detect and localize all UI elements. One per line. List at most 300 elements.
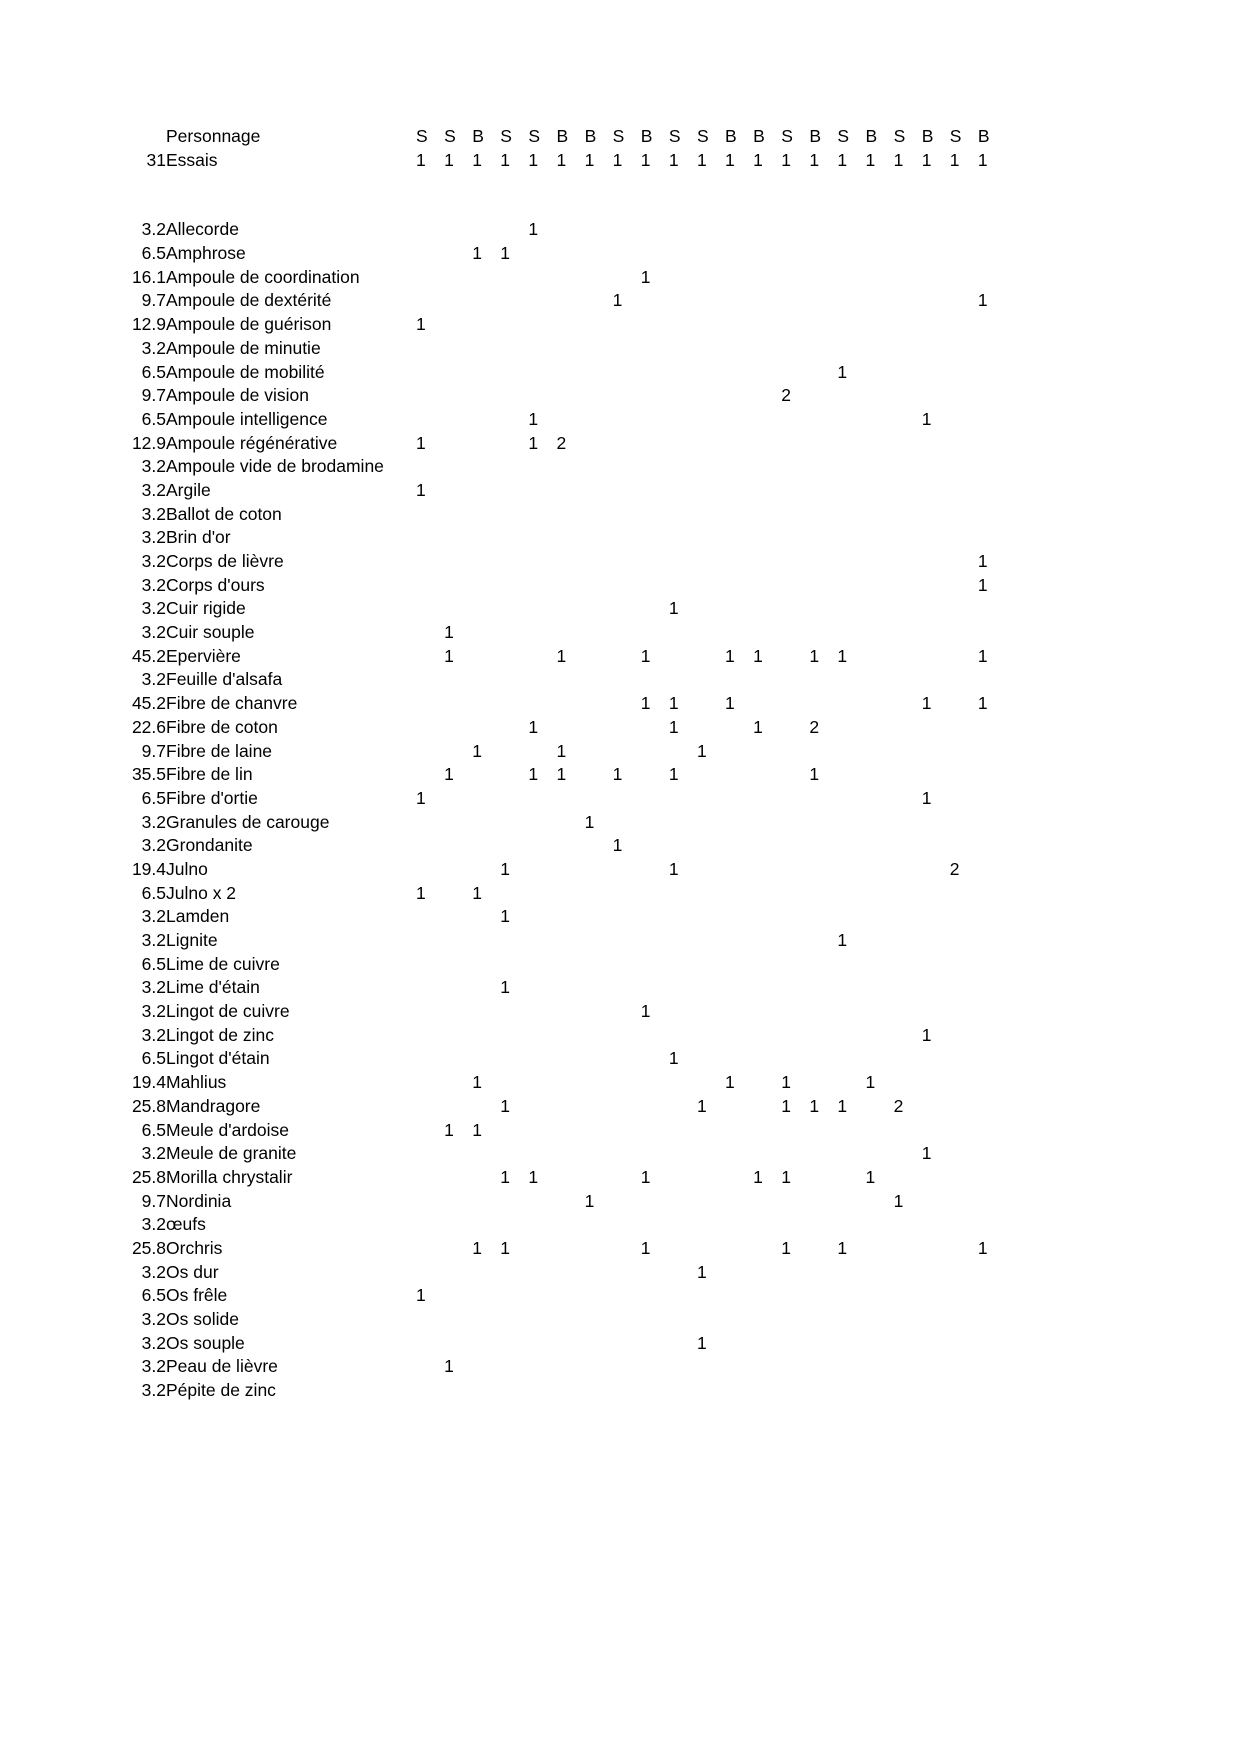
row-qty: 3.2: [141, 622, 166, 643]
row-value-cell: 1: [865, 1072, 876, 1093]
row-value-cell: [781, 529, 809, 553]
row-value-cell: [556, 837, 584, 861]
row-value-cell: [866, 435, 894, 459]
row-value-cell: [866, 316, 894, 340]
row-value-cell: [613, 1050, 641, 1074]
table-row: [104, 435, 1006, 459]
row-value-cell: [978, 932, 1006, 956]
row-value-cell: [781, 885, 809, 909]
row-value-cell: [472, 837, 500, 861]
row-value-cell: [697, 316, 725, 340]
row-value-cell: [500, 1193, 528, 1217]
row-value-cell: [950, 814, 978, 838]
row-value-cell: [781, 482, 809, 506]
row-value-cell: [472, 1358, 500, 1382]
row-value-cell: [950, 695, 978, 719]
row-value-cell: [894, 885, 922, 909]
row-value-cell: 1: [500, 977, 511, 998]
row-value-cell: [950, 671, 978, 695]
row-value-cell: [669, 956, 697, 980]
row-value-cell: 1: [500, 243, 511, 264]
row-value-cell: [894, 1240, 922, 1264]
row-value-cell: [556, 790, 584, 814]
row-value-cell: [472, 529, 500, 553]
row-value-cell: [556, 956, 584, 980]
row-value-cell: [697, 1122, 725, 1146]
row-value-cell: [950, 553, 978, 577]
row-value-cell: [556, 600, 584, 624]
row-value-cell: [837, 1074, 865, 1098]
row-value-cell: [556, 719, 584, 743]
totals-cell-11: 1: [696, 149, 707, 170]
spacer-cell: [866, 175, 894, 221]
row-value-cell: [978, 364, 1006, 388]
row-value-cell: [416, 1240, 444, 1264]
row-item-name: Feuille d'alsafa: [166, 669, 283, 690]
row-item-name: Mandragore: [166, 1095, 261, 1116]
column-header-14: S: [781, 126, 793, 146]
row-value-cell: 1: [640, 693, 651, 714]
row-value-cell: [669, 1122, 697, 1146]
row-value-cell: [809, 1287, 837, 1311]
row-value-cell: [725, 1335, 753, 1359]
row-value-cell: [753, 245, 781, 269]
row-value-cell: [416, 411, 444, 435]
row-value-cell: [978, 1098, 1006, 1122]
row-qty: 3.2: [141, 669, 166, 690]
row-value-cell: [894, 648, 922, 672]
totals-cell-5: 1: [528, 149, 539, 170]
row-value-cell: [725, 221, 753, 245]
totals-cell-4: 1: [500, 149, 511, 170]
row-value-cell: [669, 1193, 697, 1217]
row-value-cell: [978, 1335, 1006, 1359]
row-value-cell: [556, 221, 584, 245]
row-value-cell: 1: [977, 290, 988, 311]
row-value-cell: [613, 387, 641, 411]
row-value-cell: [528, 364, 556, 388]
table-row: [104, 600, 1006, 624]
row-value-cell: 1: [612, 290, 623, 311]
row-value-cell: [500, 506, 528, 530]
spacer-cell: [613, 175, 641, 221]
row-value-cell: [978, 600, 1006, 624]
row-value-cell: 1: [921, 1143, 932, 1164]
row-value-cell: [725, 624, 753, 648]
row-value-cell: [641, 482, 669, 506]
column-header-7: B: [584, 126, 597, 146]
row-value-cell: [500, 411, 528, 435]
row-value-cell: [556, 932, 584, 956]
row-value-cell: [978, 1122, 1006, 1146]
row-value-cell: [781, 1122, 809, 1146]
row-value-cell: [556, 316, 584, 340]
row-value-cell: [781, 435, 809, 459]
row-value-cell: [894, 1287, 922, 1311]
row-value-cell: [837, 316, 865, 340]
row-value-cell: 1: [416, 479, 426, 500]
row-value-cell: [922, 506, 950, 530]
row-value-cell: 1: [612, 764, 623, 785]
row-qty: 9.7: [141, 290, 166, 311]
row-value-cell: [528, 1145, 556, 1169]
row-value-cell: [416, 600, 444, 624]
row-value-cell: [669, 577, 697, 601]
row-value-cell: [866, 861, 894, 885]
row-value-cell: [416, 695, 444, 719]
row-value-cell: [725, 1264, 753, 1288]
row-value-cell: [556, 1122, 584, 1146]
row-value-cell: [894, 553, 922, 577]
row-value-cell: 1: [781, 1237, 791, 1258]
row-value-cell: [950, 885, 978, 909]
row-value-cell: [528, 1264, 556, 1288]
row-value-cell: [500, 814, 528, 838]
spacer-cell: [697, 175, 725, 221]
row-value-cell: [922, 1335, 950, 1359]
row-value-cell: [528, 1287, 556, 1311]
row-value-cell: [444, 837, 472, 861]
row-value-cell: [866, 1264, 894, 1288]
row-value-cell: [697, 861, 725, 885]
row-item-name: Fibre de coton: [166, 716, 278, 737]
row-value-cell: 1: [753, 1166, 763, 1187]
row-value-cell: [725, 411, 753, 435]
row-value-cell: [613, 861, 641, 885]
row-value-cell: [978, 435, 1006, 459]
row-value-cell: [781, 979, 809, 1003]
column-header-1: S: [416, 126, 428, 146]
row-value-cell: [950, 1287, 978, 1311]
row-qty: 6.5: [141, 1048, 166, 1069]
row-value-cell: [866, 885, 894, 909]
totals-cell-1: 1: [416, 149, 426, 170]
row-value-cell: [950, 719, 978, 743]
row-item-name: Pépite de zinc: [166, 1380, 276, 1401]
row-value-cell: [472, 1027, 500, 1051]
row-value-cell: [950, 1050, 978, 1074]
row-qty: 3.2: [141, 835, 166, 856]
row-value-cell: [613, 553, 641, 577]
row-value-cell: [837, 1193, 865, 1217]
row-value-cell: [753, 1145, 781, 1169]
row-value-cell: 1: [528, 716, 539, 737]
row-value-cell: [697, 387, 725, 411]
row-value-cell: [528, 861, 556, 885]
row-value-cell: [613, 885, 641, 909]
row-item-name: Ampoule de coordination: [166, 266, 360, 287]
row-item-name: Ampoule régénérative: [166, 432, 338, 453]
spacer-cell: [416, 175, 444, 221]
row-value-cell: [556, 1240, 584, 1264]
row-value-cell: [416, 458, 444, 482]
row-value-cell: 1: [612, 835, 623, 856]
table-row: [104, 482, 1006, 506]
row-value-cell: [894, 1311, 922, 1335]
row-value-cell: [837, 1264, 865, 1288]
row-value-cell: [669, 221, 697, 245]
row-value-cell: [528, 577, 556, 601]
row-value-cell: [837, 411, 865, 435]
row-value-cell: [978, 482, 1006, 506]
row-value-cell: [641, 671, 669, 695]
column-header-6: B: [556, 126, 569, 146]
row-value-cell: [837, 482, 865, 506]
row-value-cell: [585, 1216, 613, 1240]
row-value-cell: [781, 1003, 809, 1027]
row-value-cell: [613, 340, 641, 364]
row-value-cell: [866, 1216, 894, 1240]
row-value-cell: [556, 1074, 584, 1098]
row-value-cell: [500, 577, 528, 601]
row-value-cell: [781, 411, 809, 435]
row-value-cell: [613, 316, 641, 340]
row-value-cell: [753, 577, 781, 601]
row-value-cell: [725, 1287, 753, 1311]
row-value-cell: [444, 1074, 472, 1098]
row-value-cell: [556, 553, 584, 577]
spacer-cell: [894, 175, 922, 221]
table-row: [104, 790, 1006, 814]
row-value-cell: [500, 316, 528, 340]
row-value-cell: 1: [416, 432, 426, 453]
row-value-cell: [978, 956, 1006, 980]
row-value-cell: [809, 695, 837, 719]
row-value-cell: [837, 292, 865, 316]
table-row: [104, 885, 1006, 909]
row-value-cell: [837, 1335, 865, 1359]
row-value-cell: [556, 814, 584, 838]
row-value-cell: [528, 1358, 556, 1382]
column-header-17: B: [865, 126, 878, 146]
row-value-cell: [444, 1335, 472, 1359]
row-value-cell: [866, 1122, 894, 1146]
row-value-cell: [950, 245, 978, 269]
row-value-cell: [837, 1003, 865, 1027]
row-value-cell: [613, 932, 641, 956]
row-value-cell: [697, 292, 725, 316]
row-qty: 3.2: [141, 1332, 166, 1353]
row-value-cell: 1: [640, 645, 651, 666]
row-value-cell: [585, 932, 613, 956]
row-value-cell: [669, 245, 697, 269]
row-value-cell: [641, 908, 669, 932]
row-value-cell: [585, 1098, 613, 1122]
row-value-cell: [866, 1098, 894, 1122]
table-row: [104, 932, 1006, 956]
row-value-cell: [950, 411, 978, 435]
row-value-cell: [837, 506, 865, 530]
row-value-cell: [556, 577, 584, 601]
row-value-cell: [528, 1193, 556, 1217]
row-qty: 12.9: [131, 432, 166, 453]
row-value-cell: [753, 766, 781, 790]
row-value-cell: [641, 1050, 669, 1074]
row-value-cell: [641, 1335, 669, 1359]
row-value-cell: [669, 1169, 697, 1193]
row-value-cell: [894, 979, 922, 1003]
row-value-cell: [922, 719, 950, 743]
row-value-cell: 1: [556, 645, 567, 666]
row-value-cell: [585, 1264, 613, 1288]
row-value-cell: [613, 221, 641, 245]
row-value-cell: [753, 387, 781, 411]
row-value-cell: 1: [921, 1024, 932, 1045]
row-value-cell: [781, 814, 809, 838]
table-row: [104, 529, 1006, 553]
table-row: [104, 458, 1006, 482]
row-value-cell: [950, 1122, 978, 1146]
row-value-cell: [528, 482, 556, 506]
row-value-cell: [585, 1335, 613, 1359]
row-item-name: Allecorde: [166, 219, 239, 240]
row-value-cell: [753, 435, 781, 459]
materials-table: [104, 128, 1006, 1406]
row-value-cell: [585, 695, 613, 719]
row-value-cell: 1: [472, 1072, 482, 1093]
row-value-cell: [978, 1216, 1006, 1240]
row-value-cell: [697, 979, 725, 1003]
row-value-cell: 1: [893, 1190, 904, 1211]
row-value-cell: [978, 624, 1006, 648]
row-value-cell: [500, 553, 528, 577]
row-value-cell: [837, 695, 865, 719]
table-row: [104, 1382, 1006, 1406]
row-value-cell: 1: [500, 906, 511, 927]
row-value-cell: [500, 1003, 528, 1027]
row-value-cell: [613, 790, 641, 814]
row-value-cell: [500, 1311, 528, 1335]
row-value-cell: [781, 908, 809, 932]
row-value-cell: [641, 790, 669, 814]
row-value-cell: [809, 1358, 837, 1382]
row-value-cell: [781, 1216, 809, 1240]
row-value-cell: [585, 624, 613, 648]
row-value-cell: [922, 245, 950, 269]
row-value-cell: [866, 671, 894, 695]
row-value-cell: [725, 885, 753, 909]
row-value-cell: [922, 908, 950, 932]
row-item-name: Fibre de laine: [166, 740, 273, 761]
row-value-cell: 1: [921, 408, 932, 429]
row-value-cell: [697, 1382, 725, 1406]
row-value-cell: [613, 1003, 641, 1027]
table-row: [104, 1003, 1006, 1027]
row-value-cell: [922, 766, 950, 790]
row-value-cell: [444, 790, 472, 814]
row-value-cell: [416, 1050, 444, 1074]
row-value-cell: [416, 1216, 444, 1240]
totals-cell-14: 1: [781, 149, 791, 170]
row-value-cell: [416, 1169, 444, 1193]
row-value-cell: 1: [696, 1332, 707, 1353]
row-value-cell: [500, 885, 528, 909]
row-value-cell: [922, 837, 950, 861]
row-value-cell: [444, 1216, 472, 1240]
row-value-cell: [472, 1193, 500, 1217]
row-value-cell: [753, 1311, 781, 1335]
row-value-cell: [444, 435, 472, 459]
table-row: [104, 861, 1006, 885]
row-value-cell: [641, 245, 669, 269]
row-value-cell: [725, 1311, 753, 1335]
row-value-cell: [528, 624, 556, 648]
row-value-cell: [528, 1311, 556, 1335]
row-value-cell: [444, 1145, 472, 1169]
row-value-cell: [585, 1311, 613, 1335]
row-value-cell: [556, 1264, 584, 1288]
row-value-cell: [725, 1358, 753, 1382]
row-value-cell: 1: [640, 1237, 651, 1258]
row-value-cell: [725, 458, 753, 482]
row-value-cell: [585, 1074, 613, 1098]
row-value-cell: [809, 790, 837, 814]
row-value-cell: [556, 861, 584, 885]
row-value-cell: [585, 956, 613, 980]
row-value-cell: [725, 743, 753, 767]
row-value-cell: [444, 695, 472, 719]
row-value-cell: [669, 979, 697, 1003]
row-value-cell: [556, 1287, 584, 1311]
row-value-cell: [444, 1003, 472, 1027]
row-value-cell: [950, 1098, 978, 1122]
row-value-cell: [416, 577, 444, 601]
row-value-cell: [697, 1287, 725, 1311]
row-value-cell: [753, 956, 781, 980]
row-value-cell: [837, 1358, 865, 1382]
row-value-cell: [837, 743, 865, 767]
row-value-cell: [978, 671, 1006, 695]
row-value-cell: [950, 1169, 978, 1193]
row-value-cell: [894, 387, 922, 411]
row-value-cell: [753, 932, 781, 956]
row-value-cell: [837, 719, 865, 743]
row-value-cell: [978, 316, 1006, 340]
row-value-cell: 1: [725, 693, 735, 714]
row-item-name: Ampoule de minutie: [166, 337, 321, 358]
spacer-name: [166, 175, 416, 221]
row-value-cell: [978, 411, 1006, 435]
row-value-cell: [472, 766, 500, 790]
row-value-cell: [725, 814, 753, 838]
row-value-cell: [922, 1074, 950, 1098]
row-value-cell: [641, 885, 669, 909]
table-row: [104, 766, 1006, 790]
row-value-cell: [613, 695, 641, 719]
row-value-cell: [866, 932, 894, 956]
row-value-cell: 1: [865, 1166, 876, 1187]
row-value-cell: [500, 435, 528, 459]
row-value-cell: [669, 506, 697, 530]
row-value-cell: [669, 1098, 697, 1122]
row-item-name: Ballot de coton: [166, 503, 282, 524]
row-value-cell: [556, 1216, 584, 1240]
row-value-cell: [894, 529, 922, 553]
row-item-name: Fibre de lin: [166, 764, 253, 785]
row-value-cell: [669, 529, 697, 553]
row-value-cell: [809, 387, 837, 411]
row-value-cell: [641, 458, 669, 482]
row-value-cell: [416, 1074, 444, 1098]
row-value-cell: [697, 1169, 725, 1193]
row-value-cell: [641, 979, 669, 1003]
row-value-cell: [697, 837, 725, 861]
row-value-cell: 1: [416, 882, 426, 903]
row-value-cell: [641, 364, 669, 388]
row-value-cell: [725, 506, 753, 530]
row-value-cell: [697, 1145, 725, 1169]
row-value-cell: [556, 292, 584, 316]
